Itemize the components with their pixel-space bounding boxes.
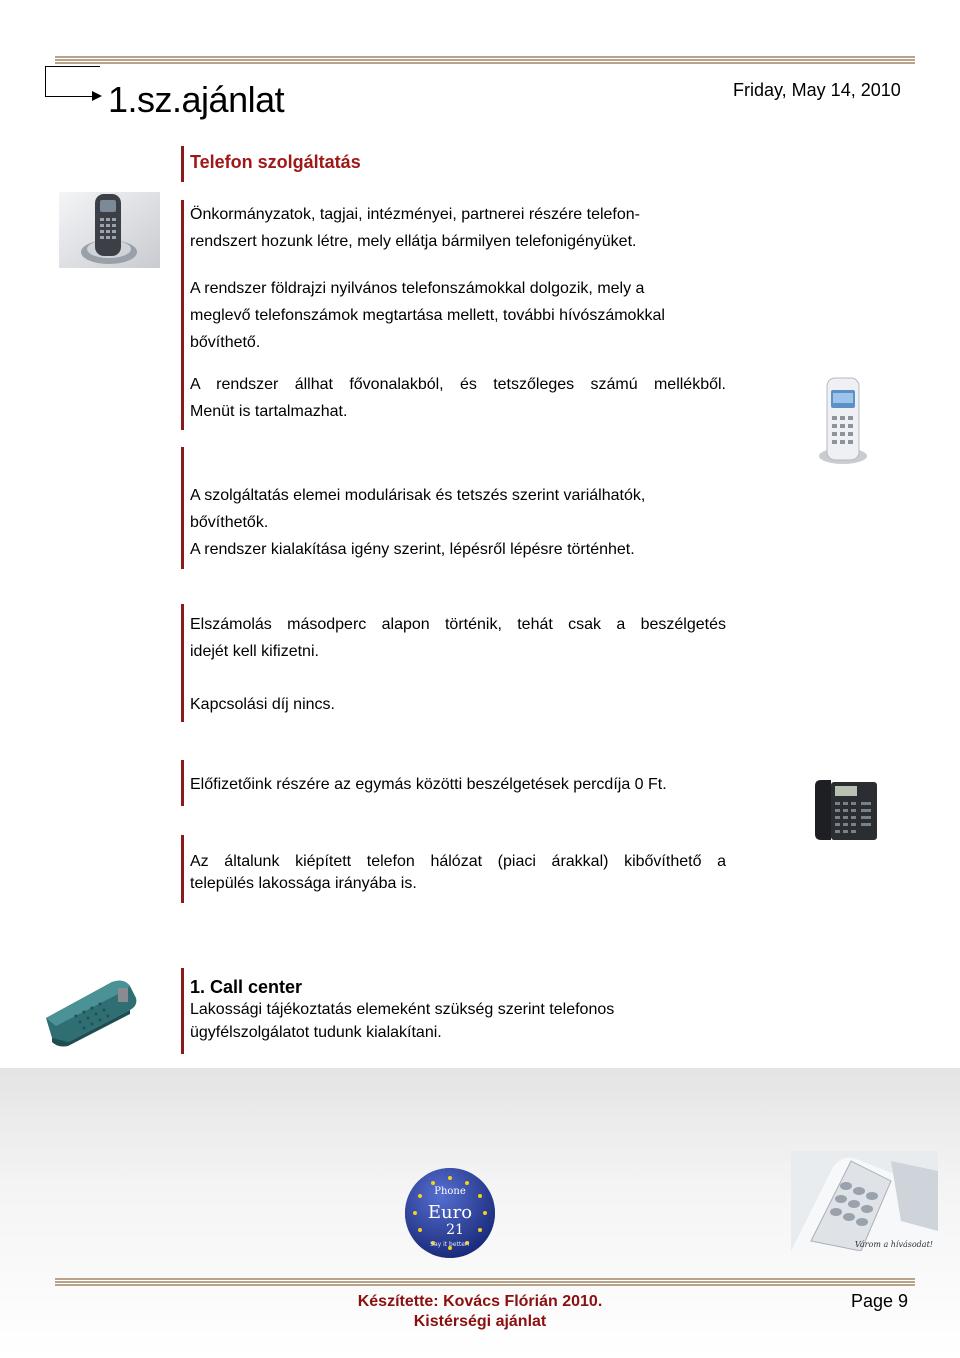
logo-main-text-2: 21 bbox=[446, 1222, 464, 1238]
callcenter-title: 1. Call center bbox=[190, 977, 303, 997]
phones-photo bbox=[791, 1151, 938, 1251]
footer-credit bbox=[300, 1292, 660, 1332]
page-number: Page 9 bbox=[851, 1291, 909, 1311]
footer-subtitle: Kistérségi ajánlat bbox=[413, 1313, 547, 1330]
paragraph-5-line-3: Kapcsolási díj nincs. bbox=[190, 696, 335, 713]
paragraph-bar-4 bbox=[181, 760, 184, 806]
paragraph-4-line-1: A szolgáltatás elemei modulárisak és tetszés szerint variálhatók, bbox=[190, 487, 646, 504]
title-bracket-left bbox=[45, 66, 46, 96]
photo-caption: Várom a hívásodat! bbox=[854, 1240, 933, 1249]
footer-author: Készítette: Kovács Flórián 2010. bbox=[357, 1293, 603, 1310]
paragraph-7-line-1: Az általunk kiépített telefon hálózat (piaci árakkal) kibővíthető a bbox=[190, 853, 726, 870]
header-stripe bbox=[55, 56, 915, 64]
paragraph-1-line-2: rendszert hozunk létre, mely ellátja bármilyen telefonigényüket. bbox=[190, 233, 637, 250]
paragraph-5-line-2: idejét kell kifizetni. bbox=[190, 643, 319, 660]
heading-bar bbox=[181, 146, 184, 182]
paragraph-6: Előfizetőink részére az egymás közötti beszélgetések percdíja 0 Ft. bbox=[190, 776, 667, 793]
paragraph-3-line-2: Menüt is tartalmazhat. bbox=[190, 403, 348, 420]
section-heading: Telefon szolgáltatás bbox=[190, 152, 361, 172]
title-arrow-icon bbox=[92, 91, 102, 101]
paragraph-2-line-2: meglevő telefonszámok megtartása mellett, további hívószámokkal bbox=[190, 307, 665, 324]
paragraph-4-line-3: A rendszer kialakítása igény szerint, lépésről lépésre történhet. bbox=[190, 541, 635, 558]
cordless-phone-image bbox=[59, 192, 160, 268]
paragraph-1-line-1: Önkormányzatok, tagjai, intézményei, partnerei részére telefon- bbox=[190, 206, 640, 223]
desk-phone-image bbox=[811, 776, 879, 844]
title-bracket-top bbox=[45, 66, 100, 67]
paragraph-5-line-1: Elszámolás másodperc alapon történik, tehát csak a beszélgetés bbox=[190, 616, 726, 633]
page-date: Friday, May 14, 2010 bbox=[733, 80, 901, 100]
paragraph-7-line-2: település lakossága irányába is. bbox=[190, 875, 417, 892]
paragraph-2-line-3: bővíthető. bbox=[190, 334, 261, 351]
paragraph-bar-3 bbox=[181, 604, 184, 722]
modem-image bbox=[42, 968, 138, 1050]
paragraph-bar-2 bbox=[181, 447, 184, 569]
callcenter-line-1: Lakossági tájékoztatás elemeként szükség szerint telefonos bbox=[190, 1001, 615, 1018]
paragraph-2-line-1: A rendszer földrajzi nyilvános telefonszámokkal dolgozik, mely a bbox=[190, 280, 645, 297]
page-title: 1.sz.ajánlat bbox=[108, 79, 285, 120]
callcenter-bar bbox=[181, 968, 184, 1054]
logo-main-text-1: Euro bbox=[427, 1202, 473, 1223]
paragraph-3-line-1: A rendszer állhat fővonalakból, és tetszőleges számú mellékből. bbox=[190, 376, 726, 393]
logo-top-text: Phone bbox=[434, 1186, 466, 1197]
paragraph-bar-5 bbox=[181, 835, 184, 903]
dect-phone-image bbox=[815, 376, 871, 466]
title-arrow-line bbox=[45, 96, 95, 97]
footer-stripe bbox=[55, 1278, 915, 1286]
paragraph-bar-1 bbox=[181, 200, 184, 430]
euro21-logo bbox=[403, 1166, 497, 1260]
callcenter-line-2: ügyfélszolgálatot tudunk kialakítani. bbox=[190, 1024, 442, 1041]
logo-bottom-text: Say it better! bbox=[430, 1241, 470, 1248]
paragraph-4-line-2: bővíthetők. bbox=[190, 514, 269, 531]
